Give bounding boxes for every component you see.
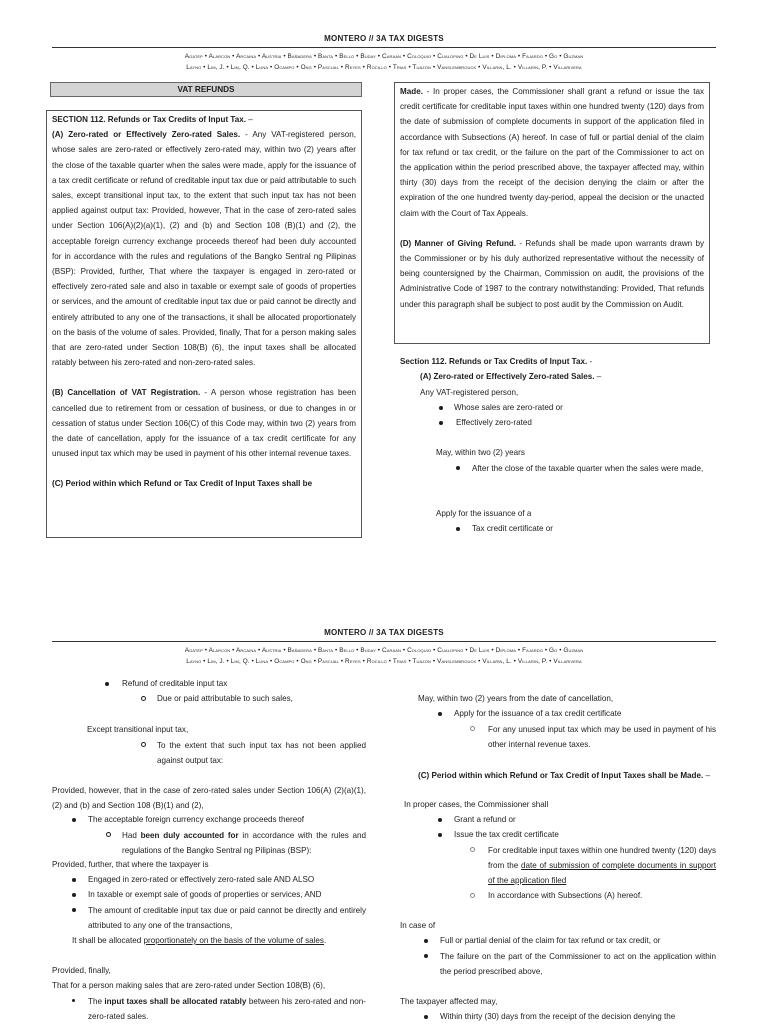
bullet-icon xyxy=(72,818,76,822)
outline-sub-bullet-text: For any unused input tax which may be used in payment of his other internal revenue taxes. xyxy=(488,725,716,749)
outline-title: Section 112. Refunds or Tax Credits of Input Tax. - xyxy=(400,357,593,366)
outline-bullet xyxy=(456,461,460,475)
outline-sub-bullet xyxy=(470,722,475,736)
member-names-line2: Layno • Lim, J. • Lim, Q. • Luna • Ocampo • Ong • Pascual • Reyes • Rocillo • Trias • Tuazon • Vanslembrouck • Villarin, L. • Villarin, P. • Villarivera xyxy=(186,64,582,71)
outline-line: Provided, finally, xyxy=(52,966,111,975)
outline-bullet xyxy=(72,888,76,902)
outline-line: Except transitional input tax, xyxy=(87,725,189,734)
outline-line: In proper cases, the Commissioner shall xyxy=(404,800,549,809)
outline-bullet-text: Within thirty (30) days from the receipt of the decision denying the xyxy=(440,1012,676,1021)
outline-bullet xyxy=(72,873,76,887)
bullet-icon xyxy=(438,818,442,822)
sub-bullet-icon xyxy=(141,742,146,747)
member-names-line1: Agatep • Alarcon • Arcaina • Austria • Bañadera • Banta • Bello • Buday • Caraan • Coloquio • Cualoping • De Luis • Diploma • Fajardo • Go • Guzman xyxy=(184,53,584,60)
outline-line: The taxpayer affected may, xyxy=(400,997,498,1006)
member-names xyxy=(52,645,716,667)
member-names-line1: Agatep • Alarcon • Arcaina • Austria • Bañadera • Banta • Bello • Buday • Caraan • Coloquio • Cualoping • De Luis • Diploma • Fajardo • Go • Guzman xyxy=(184,647,584,654)
outline-sub-bullet xyxy=(106,828,111,842)
bullet-icon xyxy=(424,954,428,958)
outline-bullet xyxy=(105,677,109,691)
paragraph-c-start: (C) Period within which Refund or Tax Credit of Input Taxes shall be xyxy=(52,479,313,489)
outline-sub-bullet-text: Due or paid attributable to such sales, xyxy=(157,694,293,703)
outline-line: Any VAT-registered person, xyxy=(420,388,519,397)
outline-bullet-text: The input taxes shall be allocated ratably between his zero-rated and non-zero-rated sales. xyxy=(88,997,366,1021)
outline-bullet-text: The amount of creditable input tax due or paid cannot be directly and entirely attributed to any one of the transactions, xyxy=(88,906,366,930)
bullet-icon xyxy=(438,833,442,837)
outline-bullet xyxy=(72,903,76,917)
bullet-icon xyxy=(105,682,109,686)
outline-bullet-text: Effectively zero-rated xyxy=(456,418,532,427)
outline-line: In case of xyxy=(400,921,436,930)
outline-bullet xyxy=(439,416,443,430)
outline-bullet-text: The failure on the part of the Commissioner to act on the application within the period prescribed above, xyxy=(440,952,716,976)
outline-sub-bullet-text: Had been duly accounted for in accordance with the rules and regulations of the Bangko Sentral ng Pilipinas (BSP): xyxy=(122,831,366,855)
outline-line: It shall be allocated proportionately on the basis of the volume of sales. xyxy=(72,936,327,945)
outline-bullet-text: Grant a refund or xyxy=(454,815,516,824)
statute-text-right xyxy=(400,84,704,312)
outline-bullet-text: Tax credit certificate or xyxy=(472,524,553,533)
paragraph-c-continued: Made. - In proper cases, the Commissioner shall grant a refund or issue the tax credit certificate for creditable input taxes within one hundred twenty (120) days from the date of submission of complete documents in support of the application filed in accordance with Subsections (A) hereof. In case of full or partial denial of the claim for tax refund or tax credit, or the failure on the part of the Commissioner to act on the application within the period prescribed above, the taxpayer affected may, within thirty (30) days from the receipt of the decision denying the claim or after the expiration of the one hundred twenty day-period, appeal the decision or the unacted claim with the Court of Tax Appeals. xyxy=(400,87,704,218)
sub-bullet-icon xyxy=(470,893,475,898)
bullet-icon xyxy=(72,908,76,912)
outline-bullet xyxy=(72,813,76,827)
paragraph-d: (D) Manner of Giving Refund. - Refunds shall be made upon warrants drawn by the Commissioner or by his duly authorized representative without the necessity of being countersigned by the Chairman, Commission on audit, the provisions of the Administrative Code of 1987 to the contrary notwithstanding: Provided, That refunds under this paragraph shall be subject to post audit by the Commission on Audit. xyxy=(400,238,704,309)
page-header-title: MONTERO // 3A TAX DIGESTS xyxy=(324,34,444,43)
outline-bullet-text: Apply for the issuance of a tax credit certificate xyxy=(454,709,622,718)
bullet-icon xyxy=(424,939,428,943)
outline-line: Provided, however, that in the case of zero-rated sales under Section 106(A) (2)(a)(1), (2) and (b) and Section 108 (B)(1) and (2), xyxy=(52,786,366,810)
bullet-icon xyxy=(424,1015,428,1019)
outline-bullet-text: Whose sales are zero-rated or xyxy=(454,403,563,412)
paragraph-a: (A) Zero-rated or Effectively Zero-rated Sales. - Any VAT-registered person, whose sales are zero-rated or effectively zero-rated may, within two (2) years after the close of the taxable quarter when the sales were made, apply for the issuance of a tax credit certificate or refund of creditable input tax due or paid attributable to such sales, except transitional input tax, to the extent that such input tax has not been applied against output tax: Provided, however, That in the case of zero-rated sales under Section 106(A)(2)(a)(1), (2) and (b) and Section 108 (B)(1) and (2), the acceptable foreign currency exchange proceeds thereof had been duly accounted for in accordance with the rules and regulations of the Bangko Sentral ng Pilipinas (BSP): Provided, further, That where the taxpayer is engaged in zero-rated or effectively zero-rated sale and also in taxable or exempt sale of goods of properties or services, and the amount of creditable input tax due or paid cannot be directly and entirely attributed to any one of the transactions, it shall be allocated proportionately on the basis of the volume of sales. Provided, finally, That for a person making sales that are zero-rated under Section 108(B) (6), the input taxes shall be allocated ratably between his zero-rated and non-zero-rated sales. xyxy=(52,130,357,368)
outline-sub-bullet-text: For creditable input taxes within one hundred twenty (120) days from the date of submission of complete documents in support of the application filed xyxy=(488,846,716,885)
outline-bullet-text: Engaged in zero-rated or effectively zero-rated sale AND ALSO xyxy=(88,875,315,884)
outline-a-heading: (A) Zero-rated or Effectively Zero-rated Sales. – xyxy=(420,372,602,381)
bullet-icon xyxy=(438,712,442,716)
outline-line: Apply for the issuance of a xyxy=(436,509,532,518)
bullet-icon xyxy=(439,421,443,425)
bullet-icon xyxy=(439,406,443,410)
outline-bullet-text: Refund of creditable input tax xyxy=(122,679,228,688)
outline-sub-bullet-text: To the extent that such input tax has not been applied against output tax: xyxy=(157,741,366,765)
outline-bullet-text: The acceptable foreign currency exchange proceeds thereof xyxy=(88,815,304,824)
outline-bullet xyxy=(438,813,442,827)
outline-bullet-text: After the close of the taxable quarter when the sales were made, xyxy=(472,464,704,473)
outline-c-heading: (C) Period within which Refund or Tax Credit of Input Taxes shall be Made. – xyxy=(418,771,711,780)
outline-line: May, within two (2) years from the date of cancellation, xyxy=(418,694,614,703)
outline-sub-bullet-text: In accordance with Subsections (A) hereof. xyxy=(488,891,643,900)
outline-bullet xyxy=(438,707,442,721)
outline-bullet xyxy=(424,934,428,948)
outline-sub-bullet xyxy=(141,738,146,752)
outline-bullet xyxy=(72,994,75,1008)
outline-line: Provided, further, that where the taxpayer is xyxy=(52,860,209,869)
outline-line: That for a person making sales that are zero-rated under Section 108(B) (6), xyxy=(52,981,326,990)
bullet-icon xyxy=(456,527,460,531)
outline-sub-bullet xyxy=(141,692,146,706)
bullet-icon xyxy=(72,893,76,897)
outline-bullet xyxy=(424,1010,428,1024)
outline-sub-bullet xyxy=(470,889,475,903)
header-rule xyxy=(52,641,716,642)
page-header-title: MONTERO // 3A TAX DIGESTS xyxy=(324,628,444,637)
sub-bullet-icon xyxy=(141,696,146,701)
sub-bullet-icon xyxy=(106,832,111,837)
bullet-icon xyxy=(72,999,75,1002)
statute-text-left xyxy=(52,112,356,492)
outline-line: May, within two (2) years xyxy=(436,448,525,457)
outline-bullet-text: Issue the tax credit certificate xyxy=(454,830,559,839)
document-page-2 xyxy=(0,602,768,1024)
outline-sub-bullet xyxy=(470,843,475,857)
bullet-icon xyxy=(72,878,76,882)
outline-bullet-text: In taxable or exempt sale of goods of properties or services, AND xyxy=(88,890,322,899)
outline-bullet xyxy=(439,401,443,415)
sub-bullet-icon xyxy=(470,847,475,852)
outline-bullet-text: Full or partial denial of the claim for tax refund or tax credit, or xyxy=(440,936,661,945)
paragraph-b: (B) Cancellation of VAT Registration. - A person whose registration has been cancelled due to retirement from or cessation of business, or due to changes in or cessation of status under Section 106(C) of this Code may, within two (2) years from the date of cancellation, apply for the issuance of a tax credit certificate for any unused input tax which may be used in payment of his other internal revenue taxes. xyxy=(52,388,356,459)
outline-bullet xyxy=(456,522,460,536)
section-title: SECTION 112. Refunds or Tax Credits of Input Tax. – xyxy=(52,115,253,124)
outline-bullet xyxy=(438,828,442,842)
bullet-icon xyxy=(456,466,460,470)
section-heading: VAT REFUNDS xyxy=(50,82,362,97)
outline-bullet xyxy=(424,949,428,963)
header-rule xyxy=(52,47,716,48)
sub-bullet-icon xyxy=(470,726,475,731)
member-names-line2: Layno • Lim, J. • Lim, Q. • Luna • Ocampo • Ong • Pascual • Reyes • Rocillo • Trias • Tuazon • Vanslembrouck • Villarin, L. • Villarin, P. • Villarivera xyxy=(186,658,582,665)
member-names xyxy=(52,51,716,73)
